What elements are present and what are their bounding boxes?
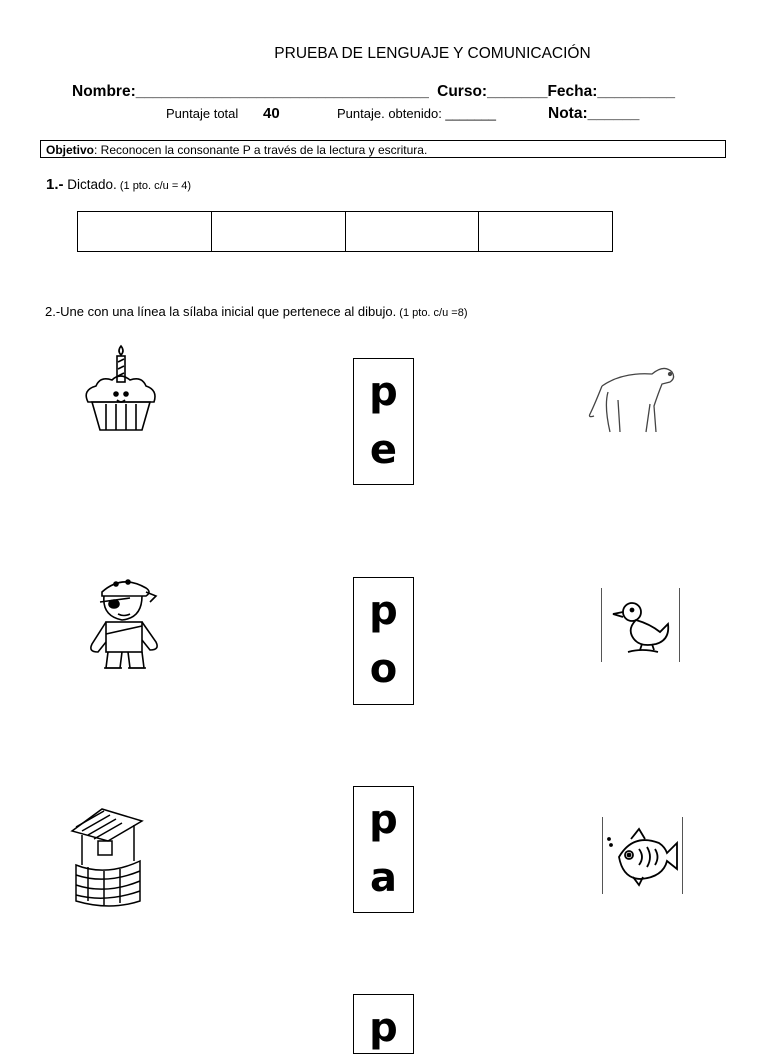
- nota-field: Nota:______: [548, 105, 640, 122]
- puntaje-obtenido: Puntaje. obtenido: _______: [337, 106, 497, 121]
- fish-icon: [603, 817, 682, 894]
- syllable-card-p[interactable]: [353, 994, 414, 1054]
- objetivo-box: Objetivo: Reconocen la consonante P a través de la lectura y escritura.: [40, 140, 726, 158]
- syllable-consonant: p: [369, 588, 398, 634]
- dictation-cell[interactable]: [346, 212, 480, 251]
- syllable-vowel: o: [369, 646, 398, 692]
- page-title: PRUEBA DE LENGUAJE Y COMUNICACIÓN: [274, 45, 591, 62]
- well-icon: [68, 805, 148, 907]
- puntaje-total-value: 40: [263, 105, 280, 122]
- syllable-consonant: p: [369, 797, 398, 843]
- student-info-row: Nombre:__________________________________ Curso:_______Fecha:_________: [72, 83, 675, 100]
- nombre-line[interactable]: __________________________________: [135, 83, 429, 100]
- fecha-line[interactable]: _________: [597, 83, 675, 100]
- fish-picture-frame: [602, 817, 683, 894]
- dictation-cell[interactable]: [78, 212, 212, 251]
- syllable-card-pa[interactable]: [353, 786, 414, 913]
- dictation-table: [77, 211, 613, 252]
- duck-icon: [602, 588, 679, 662]
- curso-line[interactable]: _______: [487, 83, 548, 100]
- syllable-card-po[interactable]: [353, 577, 414, 705]
- syllable-consonant: p: [369, 369, 398, 415]
- pirate-icon: [80, 574, 170, 674]
- question-2: 2.-Une con una línea la sílaba inicial que pertenece al dibujo. (1 pto. c/u =8): [45, 304, 468, 319]
- dictation-cell[interactable]: [479, 212, 612, 251]
- duck-picture-frame: [601, 588, 680, 662]
- puntaje-total-label: Puntaje total: [166, 106, 239, 121]
- syllable-vowel: a: [370, 855, 397, 901]
- syllable-consonant: p: [369, 1005, 398, 1051]
- dictation-cell[interactable]: [212, 212, 346, 251]
- syllable-card-pe[interactable]: [353, 358, 414, 485]
- syllable-vowel: e: [369, 427, 398, 473]
- cupcake-icon: [80, 344, 162, 434]
- panther-icon: [588, 356, 680, 438]
- question-1: 1.- Dictado. (1 pto. c/u = 4): [46, 176, 192, 193]
